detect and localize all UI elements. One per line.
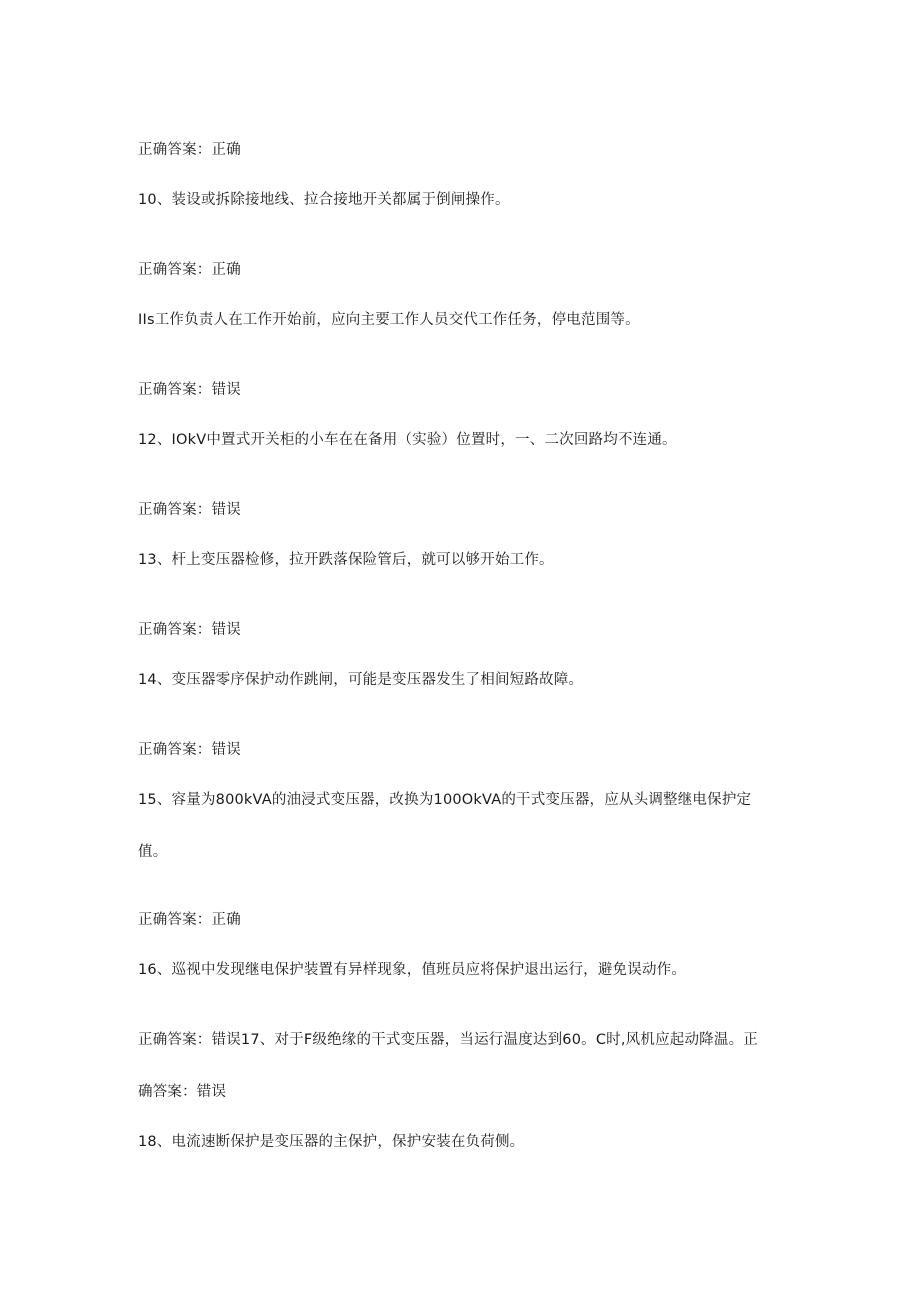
answer-line: 确答案：错误 [138,1084,227,1100]
question-10: 10、装设或拆除接地线、拉合接地开关都属于倒闸操作。 [138,192,510,208]
question-11: IIs工作负责人在工作开始前，应向主要工作人员交代工作任务，停电范围等。 [138,312,640,328]
question-16: 16、巡视中发现继电保护装置有异样现象，值班员应将保护退出运行，避免误动作。 [138,962,687,978]
question-12: 12、IOkV中置式开关柜的小车在在备用（实验）位置时，一、二次回路均不连通。 [138,432,677,448]
answer-line: 正确答案：正确 [138,262,241,278]
answer-line: 正确答案：正确 [138,912,241,928]
answer-line: 正确答案：错误 [138,382,241,398]
answer-line: 正确答案：错误 [138,742,241,758]
answer-and-question-17: 正确答案：错误17、对于F级绝缘的干式变压器，当运行温度达到60。C时,风机应起动降温。正 [138,1032,758,1048]
question-14: 14、变压器零序保护动作跳闸，可能是变压器发生了相间短路故障。 [138,672,584,688]
answer-line: 正确答案：正确 [138,142,241,158]
question-13: 13、杆上变压器检修，拉开跌落保险管后，就可以够开始工作。 [138,552,554,568]
answer-line: 正确答案：错误 [138,502,241,518]
question-18: 18、电流速断保护是变压器的主保护，保护安装在负荷侧。 [138,1134,525,1150]
answer-line: 正确答案：错误 [138,622,241,638]
question-15: 15、容量为800kVA的油浸式变压器，改换为100OkVA的干式变压器，应从头调整继电保护定 [138,792,752,808]
question-15-continued: 值。 [138,844,168,860]
